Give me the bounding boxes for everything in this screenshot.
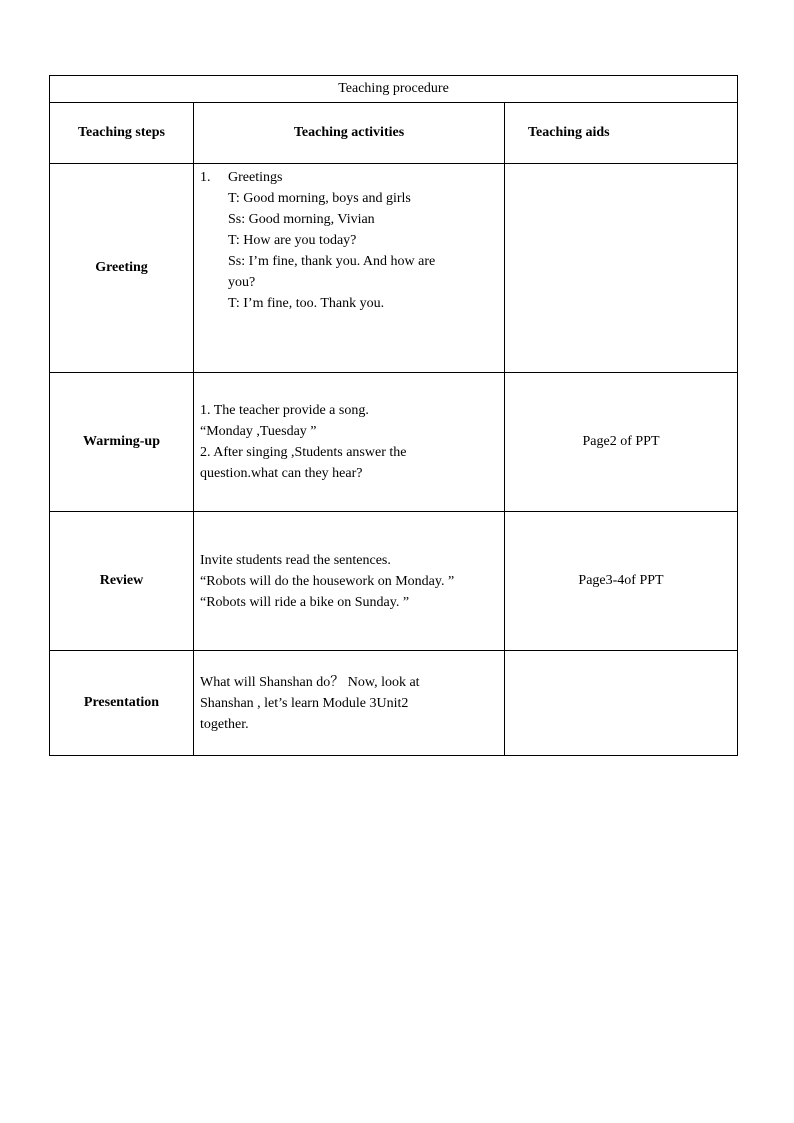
table-row-warming-up [50, 373, 738, 512]
activity-greeting [194, 164, 505, 373]
dialogue-line: you? [228, 275, 256, 290]
greeting-list-number: 1. [200, 170, 211, 185]
greeting-dialogue [200, 188, 498, 314]
activity-line: What will Shanshan do？ Now, look at [200, 674, 420, 690]
activity-line: together. [200, 716, 249, 732]
header-teaching-aids: Teaching aids [505, 103, 738, 164]
activity-line: question.what can they hear? [200, 466, 363, 481]
table-row-presentation [50, 651, 738, 756]
aid-warming-up: Page2 of PPT [505, 373, 738, 512]
step-warming-up: Warming-up [50, 373, 194, 512]
step-review: Review [50, 512, 194, 651]
header-teaching-steps: Teaching steps [50, 103, 194, 164]
activity-line: “Robots will ride a bike on Sunday. ” [200, 594, 410, 610]
activity-warming-up [194, 373, 505, 512]
table-row-review [50, 512, 738, 651]
dialogue-line: T: I’m fine, too. Thank you. [228, 296, 385, 311]
activity-line: 1. The teacher provide a song. [200, 403, 369, 418]
table-row-greeting [50, 164, 738, 373]
dialogue-line: T: Good morning, boys and girls [228, 191, 411, 206]
activity-line: Shanshan , let’s learn Module 3Unit2 [200, 695, 409, 711]
table-title-row [50, 76, 738, 103]
activity-line: 2. After singing ,Students answer the [200, 445, 407, 460]
activity-review [194, 512, 505, 651]
greeting-heading: Greetings [228, 170, 283, 185]
dialogue-line: T: How are you today? [228, 233, 357, 248]
dialogue-line: Ss: I’m fine, thank you. And how are [228, 254, 436, 269]
teaching-procedure-table [49, 75, 738, 756]
aid-presentation [505, 651, 738, 756]
activity-line: “Robots will do the housework on Monday. ” [200, 573, 455, 589]
activity-line: Invite students read the sentences. [200, 552, 391, 568]
aid-review: Page3-4of PPT [505, 512, 738, 651]
activity-presentation [194, 651, 505, 756]
table-header-row [50, 103, 738, 164]
header-teaching-activities: Teaching activities [194, 103, 505, 164]
dialogue-line: Ss: Good morning, Vivian [228, 212, 375, 227]
table-title: Teaching procedure [50, 76, 738, 103]
step-greeting: Greeting [50, 164, 194, 373]
activity-line: “Monday ,Tuesday ” [200, 424, 317, 439]
greeting-heading-line [200, 167, 498, 188]
aid-greeting [505, 164, 738, 373]
step-presentation: Presentation [50, 651, 194, 756]
